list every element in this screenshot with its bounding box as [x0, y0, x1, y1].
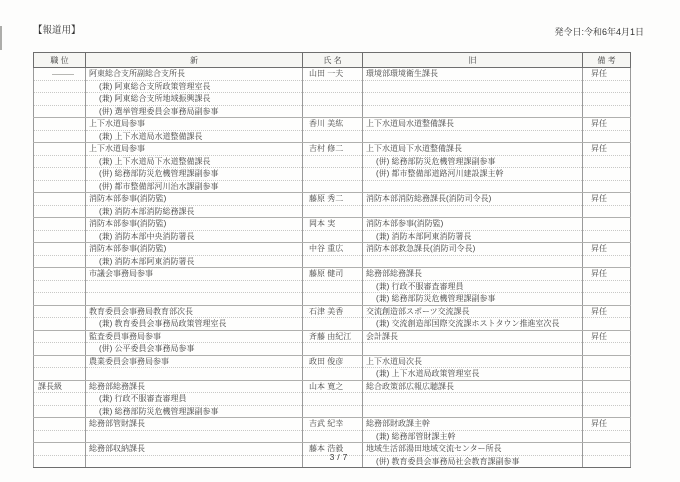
cell-rank	[34, 193, 86, 206]
cell-old-position	[363, 393, 583, 406]
cell-note: 昇任	[583, 418, 631, 431]
cell-new-position: (併) 公平委員会事務局参事	[86, 343, 303, 356]
cell-rank	[34, 280, 86, 293]
cell-old-position	[363, 80, 583, 93]
cell-name: 藤本 浩毅	[303, 443, 363, 456]
cell-note: 昇任	[583, 330, 631, 343]
table-row	[34, 393, 631, 406]
cell-old-position: 消防本部消防総務課長(消防司令長)	[363, 193, 583, 206]
cell-old-position	[363, 255, 583, 268]
cell-note: 昇任	[583, 305, 631, 318]
cell-name	[303, 155, 363, 168]
cell-new-position: (兼) 阿東総合支所地域振興課長	[86, 93, 303, 106]
column-header-rank: 職 位	[34, 53, 86, 68]
cell-note: 昇任	[583, 243, 631, 256]
table-row	[34, 405, 631, 418]
scan-smudge-artifact	[52, 74, 74, 75]
table-row	[34, 230, 631, 243]
cell-note	[583, 93, 631, 106]
cell-new-position: 総務部総務課長	[86, 380, 303, 393]
table-row	[34, 430, 631, 443]
cell-rank	[34, 255, 86, 268]
cell-new-position: (兼) 消防本部阿東消防署長	[86, 255, 303, 268]
cell-note	[583, 380, 631, 393]
cell-new-position: 消防本部参事(消防監)	[86, 243, 303, 256]
cell-name: 岡本 実	[303, 218, 363, 231]
table-row	[34, 130, 631, 143]
cell-new-position: 消防本部参事(消防監)	[86, 193, 303, 206]
table-row	[34, 68, 631, 81]
cell-note	[583, 293, 631, 306]
cell-note	[583, 355, 631, 368]
cell-new-position: (兼) 上下水道局水道整備課長	[86, 130, 303, 143]
cell-note	[583, 405, 631, 418]
cell-old-position: 上下水道局次長	[363, 355, 583, 368]
cell-rank	[34, 243, 86, 256]
cell-rank	[34, 368, 86, 381]
cell-note: 昇任	[583, 193, 631, 206]
cell-old-position	[363, 93, 583, 106]
table-row	[34, 118, 631, 131]
table-row	[34, 318, 631, 331]
cell-new-position: (兼) 阿東総合支所政策管理室長	[86, 80, 303, 93]
cell-new-position	[86, 280, 303, 293]
cell-rank	[34, 155, 86, 168]
cell-rank	[34, 118, 86, 131]
scan-edge-artifact	[0, 26, 2, 50]
cell-note	[583, 205, 631, 218]
table-row	[34, 155, 631, 168]
cell-old-position	[363, 180, 583, 193]
cell-new-position	[86, 368, 303, 381]
cell-rank	[34, 180, 86, 193]
cell-old-position: (兼) 上下水道局政策管理室長	[363, 368, 583, 381]
cell-note: 昇任	[583, 68, 631, 81]
column-header-new-position: 新	[86, 53, 303, 68]
cell-rank	[34, 205, 86, 218]
cell-rank	[34, 80, 86, 93]
cell-rank	[34, 93, 86, 106]
cell-old-position: (兼) 総務部管財課主幹	[363, 430, 583, 443]
cell-rank	[34, 343, 86, 356]
cell-note	[583, 180, 631, 193]
table-row	[34, 255, 631, 268]
cell-name	[303, 430, 363, 443]
cell-rank: 課長級	[34, 380, 86, 393]
cell-new-position: (併) 選挙管理委員会事務局副参事	[86, 105, 303, 118]
cell-note	[583, 343, 631, 356]
cell-name	[303, 280, 363, 293]
personnel-transfer-table	[33, 52, 631, 468]
cell-name	[303, 318, 363, 331]
cell-rank	[34, 305, 86, 318]
cell-rank	[34, 268, 86, 281]
document-type-label: 【報道用】	[33, 25, 81, 36]
cell-old-position: (併) 都市整備部道路河川建設課主幹	[363, 168, 583, 181]
table-row	[34, 168, 631, 181]
table-row	[34, 305, 631, 318]
table-row	[34, 355, 631, 368]
cell-name	[303, 255, 363, 268]
cell-rank	[34, 330, 86, 343]
cell-old-position: 環境部環境衛生課長	[363, 68, 583, 81]
cell-old-position	[363, 343, 583, 356]
cell-note	[583, 218, 631, 231]
table-row	[34, 243, 631, 256]
cell-name: 藤原 秀二	[303, 193, 363, 206]
cell-old-position: 消防本部参事(消防監)	[363, 218, 583, 231]
cell-new-position: (兼) 行政不服審査審理員	[86, 393, 303, 406]
cell-new-position: 総務部収納課長	[86, 443, 303, 456]
table-row	[34, 143, 631, 156]
cell-rank	[34, 218, 86, 231]
cell-note: 昇任	[583, 268, 631, 281]
table-header-row	[34, 53, 631, 68]
cell-new-position: 消防本部参事(消防監)	[86, 218, 303, 231]
cell-old-position	[363, 105, 583, 118]
table-row	[34, 280, 631, 293]
cell-rank	[34, 230, 86, 243]
cell-old-position: (兼) 行政不服審査審理員	[363, 280, 583, 293]
cell-rank	[34, 355, 86, 368]
cell-note	[583, 155, 631, 168]
cell-rank	[34, 168, 86, 181]
cell-new-position	[86, 430, 303, 443]
cell-note	[583, 430, 631, 443]
table-row	[34, 343, 631, 356]
cell-old-position: 総務部総務課長	[363, 268, 583, 281]
page-number: 3/7	[329, 452, 351, 462]
cell-note: 昇任	[583, 118, 631, 131]
cell-name	[303, 180, 363, 193]
cell-name	[303, 393, 363, 406]
cell-rank	[34, 130, 86, 143]
cell-rank	[34, 393, 86, 406]
cell-old-position: (兼) 総務部防災危機管理課副参事	[363, 293, 583, 306]
cell-name: 香川 美紘	[303, 118, 363, 131]
cell-new-position: (兼) 消防本部消防総務課長	[86, 205, 303, 218]
cell-old-position: (兼) 交流創造部国際交流課ホストタウン推進室次長	[363, 318, 583, 331]
cell-old-position	[363, 205, 583, 218]
cell-old-position: 消防本部救急課長(消防司令長)	[363, 243, 583, 256]
cell-name	[303, 80, 363, 93]
table-row	[34, 418, 631, 431]
cell-note: 昇任	[583, 143, 631, 156]
cell-new-position: 総務部管財課長	[86, 418, 303, 431]
cell-note	[583, 80, 631, 93]
table-row	[34, 105, 631, 118]
table-row	[34, 268, 631, 281]
cell-name	[303, 130, 363, 143]
table-row	[34, 193, 631, 206]
table-row	[34, 180, 631, 193]
cell-note	[583, 168, 631, 181]
cell-old-position	[363, 405, 583, 418]
cell-name	[303, 293, 363, 306]
cell-note	[583, 318, 631, 331]
cell-note	[583, 230, 631, 243]
cell-rank	[34, 105, 86, 118]
cell-name: 石津 美香	[303, 305, 363, 318]
cell-rank	[34, 143, 86, 156]
cell-new-position: 農業委員会事務局参事	[86, 355, 303, 368]
cell-name: 中谷 重広	[303, 243, 363, 256]
table-row	[34, 368, 631, 381]
cell-name	[303, 405, 363, 418]
cell-rank	[34, 430, 86, 443]
cell-new-position: (兼) 教育委員会事務局政策管理室長	[86, 318, 303, 331]
cell-name: 政田 俊彦	[303, 355, 363, 368]
cell-new-position: 教育委員会事務局教育部次長	[86, 305, 303, 318]
table-row	[34, 330, 631, 343]
issue-date: 発令日:令和6年4月1日	[554, 27, 644, 37]
cell-new-position: 監査委員事務局参事	[86, 330, 303, 343]
cell-note	[583, 130, 631, 143]
cell-old-position: (併) 総務部防災危機管理課副参事	[363, 155, 583, 168]
cell-old-position	[363, 130, 583, 143]
cell-old-position: (併) 教育委員会事務局社会教育課副参事	[363, 455, 583, 468]
cell-name	[303, 168, 363, 181]
cell-new-position: (併) 都市整備部河川治水課副参事	[86, 180, 303, 193]
cell-old-position: 上下水道局水道整備課長	[363, 118, 583, 131]
table-row	[34, 80, 631, 93]
cell-old-position: 交流創造部スポーツ交流課長	[363, 305, 583, 318]
cell-old-position: (兼) 消防本部阿東消防署長	[363, 230, 583, 243]
cell-name: 山田 一夫	[303, 68, 363, 81]
cell-name: 吉村 修二	[303, 143, 363, 156]
cell-new-position: 上下水道局参事	[86, 118, 303, 131]
cell-rank	[34, 293, 86, 306]
table-row	[34, 293, 631, 306]
cell-new-position	[86, 293, 303, 306]
cell-new-position: (併) 総務部防災危機管理課副参事	[86, 168, 303, 181]
cell-note	[583, 105, 631, 118]
cell-new-position: 阿東総合支所副総合支所長	[86, 68, 303, 81]
cell-rank	[34, 418, 86, 431]
cell-note	[583, 255, 631, 268]
cell-name	[303, 205, 363, 218]
cell-new-position: (兼) 消防本部中央消防署長	[86, 230, 303, 243]
column-header-old-position: 旧	[363, 53, 583, 68]
cell-name: 藤原 健司	[303, 268, 363, 281]
cell-old-position: 上下水道局下水道整備課長	[363, 143, 583, 156]
cell-rank	[34, 318, 86, 331]
cell-old-position: 総務部財政課主幹	[363, 418, 583, 431]
cell-new-position: (兼) 総務部防災危機管理課副参事	[86, 405, 303, 418]
column-header-name: 氏 名	[303, 53, 363, 68]
cell-name	[303, 368, 363, 381]
cell-name: 山本 寛之	[303, 380, 363, 393]
cell-old-position: 会計課長	[363, 330, 583, 343]
column-header-note: 備 考	[583, 53, 631, 68]
table-row	[34, 93, 631, 106]
cell-name	[303, 230, 363, 243]
cell-new-position: 上下水道局参事	[86, 143, 303, 156]
table-row	[34, 380, 631, 393]
table-row	[34, 218, 631, 231]
cell-note	[583, 393, 631, 406]
cell-new-position: 市議会事務局参事	[86, 268, 303, 281]
cell-old-position: 総合政策部広報広聴課長	[363, 380, 583, 393]
cell-old-position: 地域生活部湯田地域交流センター所長	[363, 443, 583, 456]
cell-rank	[34, 405, 86, 418]
cell-note	[583, 368, 631, 381]
cell-new-position: (兼) 上下水道局下水道整備課長	[86, 155, 303, 168]
cell-note	[583, 280, 631, 293]
table-row	[34, 205, 631, 218]
cell-name	[303, 343, 363, 356]
cell-name: 斉藤 由紀江	[303, 330, 363, 343]
cell-name	[303, 93, 363, 106]
cell-name	[303, 105, 363, 118]
cell-name: 吉武 紀幸	[303, 418, 363, 431]
